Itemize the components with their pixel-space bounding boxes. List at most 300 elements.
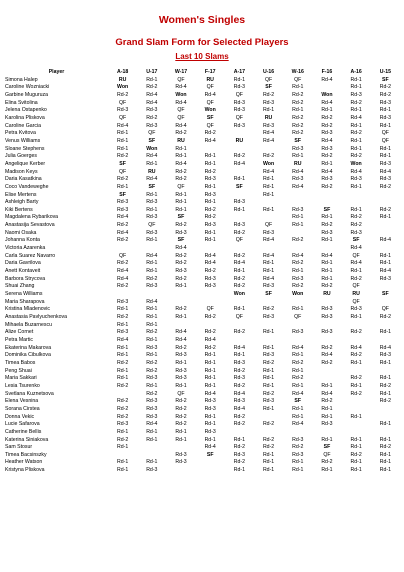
table-row (5, 84, 400, 92)
slam-result: Rd-2 (321, 114, 333, 121)
player-name: Madison Keys (5, 168, 38, 175)
slam-result (371, 222, 400, 230)
player-name: Julia Goerges (5, 153, 38, 160)
slam-result: QF (352, 252, 360, 259)
slam-result: Rd-1 (379, 467, 391, 474)
slam-result: Rd-3 (117, 329, 129, 336)
player-name: Maria Sakkari (5, 375, 37, 382)
slam-result: Rd-3 (204, 428, 216, 435)
slam-result: Rd-1 (204, 160, 216, 167)
slam-result: Rd-1 (350, 444, 362, 451)
slam-result: Rd-2 (204, 344, 216, 351)
slam-result: Rd-2 (262, 436, 275, 443)
slam-result: Rd-1 (204, 367, 216, 374)
slam-result (342, 429, 371, 437)
player-name: Svetlana Kuznetsova (5, 390, 54, 397)
slam-result: Rd-2 (117, 153, 129, 160)
table-row (5, 214, 400, 222)
slam-result: Rd-3 (321, 306, 333, 313)
slam-result: Rd-1 (204, 359, 216, 366)
slam-result: Rd-3 (117, 199, 129, 206)
slam-result: Rd-2 (204, 168, 216, 175)
slam-result: Rd-2 (175, 176, 187, 183)
player-name: Naomi Osaka (5, 229, 37, 236)
slam-result: Rd-2 (292, 359, 304, 366)
slam-result: Rd-2 (350, 214, 362, 221)
slam-result: Rd-1 (379, 436, 391, 443)
table-row (5, 176, 400, 184)
slam-result: Rd-2 (175, 398, 187, 405)
slam-result: SF (206, 451, 214, 458)
slam-result: Rd-3 (175, 229, 187, 236)
slam-result: Rd-4 (350, 260, 362, 267)
slam-result: Rd-4 (292, 183, 304, 190)
slam-result: Rd-2 (117, 413, 129, 420)
slam-result: Rd-3 (350, 91, 362, 98)
slam-result: Rd-1 (204, 352, 216, 359)
slam-result (254, 245, 283, 253)
slam-result: QF (177, 76, 185, 83)
player-name: Kristina Mladenovic (5, 306, 50, 313)
slam-result: Rd-2 (379, 91, 391, 98)
player-name: Anastasija Sevastova (5, 222, 55, 229)
slam-result: Rd-3 (146, 467, 158, 474)
slam-result: Rd-2 (233, 329, 245, 336)
slam-result: SF (148, 183, 156, 190)
slam-result: Rd-1 (146, 428, 158, 435)
slam-result: Rd-1 (379, 390, 391, 397)
slam-result: QF (119, 114, 127, 121)
slam-result (342, 398, 371, 406)
slam-result: Rd-1 (262, 191, 275, 198)
slam-result: RU (235, 137, 244, 144)
table-row (5, 222, 400, 230)
slam-result: Rd-1 (350, 359, 362, 366)
slam-result (312, 368, 341, 376)
slam-result: Rd-1 (379, 260, 391, 267)
slam-result: Won (350, 160, 362, 167)
player-name: Ashleigh Barty (5, 199, 39, 206)
slam-result: Rd-1 (262, 344, 275, 351)
slam-result: Won (204, 107, 216, 114)
slam-result: Rd-2 (350, 99, 362, 106)
slam-result: Rd-1 (146, 260, 158, 267)
table-row (5, 169, 400, 177)
slam-result: Rd-1 (117, 352, 129, 359)
slam-result: Rd-1 (262, 107, 275, 114)
slam-result (312, 375, 341, 383)
slam-result: Rd-3 (204, 222, 216, 229)
slam-result: Rd-1 (292, 84, 304, 91)
player-name: Caroline Wozniacki (5, 84, 50, 91)
slam-result: Rd-3 (204, 283, 216, 290)
slam-result: QF (177, 114, 185, 121)
table-row (5, 123, 400, 131)
slam-result (342, 421, 371, 429)
slam-result: Rd-3 (117, 298, 129, 305)
slam-result: Rd-4 (175, 122, 187, 129)
slam-result: Rd-2 (292, 283, 304, 290)
table-row (5, 146, 400, 154)
slam-result: Won (233, 291, 245, 298)
slam-result (283, 199, 312, 207)
slam-result: Rd-3 (204, 191, 216, 198)
slam-result: Rd-1 (146, 436, 158, 443)
table-row (5, 345, 400, 353)
slam-result: Rd-4 (146, 176, 158, 183)
slam-result: Rd-1 (262, 467, 275, 474)
table-row (5, 352, 400, 360)
slam-result (166, 467, 195, 475)
slam-result: Rd-1 (233, 306, 245, 313)
player-name: Kiki Bertens (5, 206, 33, 213)
slam-result: Rd-3 (204, 176, 216, 183)
slam-result: Rd-3 (233, 375, 245, 382)
slam-result: Rd-4 (350, 114, 362, 121)
slam-result: Rd-4 (175, 329, 187, 336)
slam-result: Rd-1 (292, 413, 304, 420)
slam-result (312, 192, 341, 200)
slam-result: Rd-1 (321, 436, 333, 443)
column-header-slam: A-17 (233, 69, 245, 75)
slam-result: Rd-4 (262, 252, 275, 259)
slam-result: Rd-3 (321, 130, 333, 137)
slam-result: Rd-1 (204, 237, 216, 244)
slam-result: Rd-1 (292, 214, 304, 221)
slam-result: Rd-3 (262, 283, 275, 290)
slam-result: Rd-1 (175, 428, 187, 435)
slam-result: Rd-4 (262, 237, 275, 244)
slam-result: Rd-3 (146, 375, 158, 382)
slam-result (137, 245, 166, 253)
slam-result: Rd-2 (350, 352, 362, 359)
slam-result: Rd-2 (233, 413, 245, 420)
slam-result: Rd-1 (292, 352, 304, 359)
slam-result: Rd-4 (321, 137, 333, 144)
slam-result: Rd-4 (146, 99, 158, 106)
table-row (5, 207, 400, 215)
slam-result: Rd-2 (204, 214, 216, 221)
slam-result: Rd-1 (146, 191, 158, 198)
slam-result (254, 429, 283, 437)
slam-result (312, 245, 341, 253)
slam-result: Rd-1 (146, 382, 158, 389)
slam-result: QF (206, 122, 214, 129)
slam-result: Rd-3 (117, 206, 129, 213)
slam-result: Rd-1 (117, 137, 129, 144)
player-name: Victoria Azarenka (5, 245, 46, 252)
slam-result: Rd-1 (292, 222, 304, 229)
slam-result: Rd-4 (292, 344, 304, 351)
slam-result: SF (265, 84, 272, 91)
slam-result: QF (381, 306, 389, 313)
slam-result: Rd-4 (175, 336, 187, 343)
slam-result: Rd-2 (262, 153, 275, 160)
slam-result: Rd-4 (146, 252, 158, 259)
slam-result: Rd-1 (204, 199, 216, 206)
slam-result: Rd-1 (350, 76, 362, 83)
slam-result: Rd-1 (262, 459, 275, 466)
slam-result: Rd-1 (379, 451, 391, 458)
slam-result: Rd-1 (175, 314, 187, 320)
slam-result: Rd-1 (292, 459, 304, 466)
slam-result: Rd-1 (146, 237, 158, 244)
slam-result: Rd-3 (350, 229, 362, 236)
slam-result: RU (264, 114, 273, 121)
slam-result: Rd-2 (321, 222, 333, 229)
slam-result: Rd-1 (117, 321, 129, 328)
slam-result: QF (235, 114, 243, 121)
slam-result: Rd-4 (233, 405, 245, 412)
slam-result: Rd-2 (321, 344, 333, 351)
table-row (5, 398, 400, 406)
slam-result: Rd-3 (321, 145, 333, 152)
slam-result: Rd-4 (350, 168, 362, 175)
slam-result: Rd-2 (117, 260, 129, 267)
slam-result (137, 444, 166, 452)
slam-result: Rd-1 (146, 306, 158, 313)
slam-result: Rd-1 (379, 153, 391, 160)
slam-result: Rd-3 (146, 229, 158, 236)
slam-result: QF (294, 76, 302, 83)
slam-result: Rd-1 (321, 214, 333, 221)
slam-result: Rd-2 (146, 84, 158, 91)
slam-result: Rd-2 (321, 183, 333, 190)
slam-result (283, 230, 312, 238)
slam-result: Rd-1 (146, 459, 158, 466)
slam-result: Rd-1 (117, 306, 129, 313)
slam-result: Rd-2 (321, 283, 333, 290)
slam-result: Rd-2 (146, 390, 158, 397)
player-name: Mihaela Buzarnescu (5, 321, 53, 328)
slam-result: Rd-2 (117, 405, 129, 412)
slam-result (254, 299, 283, 307)
slam-result: QF (119, 168, 127, 175)
slam-result: Rd-1 (292, 153, 304, 160)
slam-result: Rd-4 (233, 260, 245, 267)
slam-result: Rd-1 (379, 459, 391, 466)
slam-result: Rd-3 (262, 99, 275, 106)
slam-result: Rd-4 (350, 245, 362, 252)
slam-result: Rd-2 (379, 382, 391, 389)
slam-result: Rd-4 (175, 245, 187, 252)
table-row (5, 322, 400, 330)
slam-result: Rd-4 (379, 237, 391, 244)
slam-result (108, 452, 137, 460)
slam-result: Rd-3 (146, 107, 158, 114)
slam-result: Rd-1 (379, 145, 391, 152)
slam-result: Rd-2 (175, 275, 187, 282)
table-row (5, 452, 400, 460)
slam-result: Rd-1 (204, 229, 216, 236)
slam-result: Rd-4 (204, 336, 216, 343)
slam-result: Rd-3 (233, 398, 245, 405)
slam-result: Rd-1 (175, 199, 187, 206)
slam-result (283, 245, 312, 253)
slam-result: Rd-1 (146, 206, 158, 213)
player-name: Katerina Siniakova (5, 436, 49, 443)
slam-result: Rd-1 (175, 436, 187, 443)
slam-result: SF (236, 183, 243, 190)
slam-result: RU (206, 76, 214, 83)
table-row (5, 161, 400, 169)
slam-result: Rd-3 (292, 451, 304, 458)
slam-result: Rd-1 (321, 413, 333, 420)
slam-result: Rd-1 (262, 375, 275, 382)
slam-result: Rd-3 (321, 229, 333, 236)
slam-result: Rd-2 (350, 130, 362, 137)
slam-result: Rd-2 (262, 390, 275, 397)
slam-result (283, 322, 312, 330)
slam-result (283, 337, 312, 345)
slam-result: Rd-2 (233, 382, 245, 389)
slam-result: Rd-1 (175, 191, 187, 198)
column-header-slam: W-17 (174, 69, 188, 75)
slam-result: Rd-2 (292, 260, 304, 267)
table-body (5, 77, 400, 475)
slam-result (108, 245, 137, 253)
slam-result: Rd-2 (175, 306, 187, 313)
slam-result: Rd-3 (146, 214, 158, 221)
slam-result: Rd-4 (233, 344, 245, 351)
slam-result: Rd-1 (233, 467, 245, 474)
slam-result: QF (352, 298, 360, 305)
player-name: Maria Sharapova (5, 298, 45, 305)
slam-result: Rd-2 (146, 275, 158, 282)
column-header-slam: F-17 (204, 69, 216, 75)
slam-result: Rd-4 (204, 91, 216, 98)
slam-result: Rd-2 (379, 183, 391, 190)
slam-result: Rd-1 (379, 107, 391, 114)
slam-result: Rd-4 (117, 268, 129, 275)
slam-result: SF (119, 160, 126, 167)
player-name: Ekaterina Makarova (5, 344, 52, 351)
slam-result (342, 368, 371, 376)
slam-result (371, 429, 400, 437)
slam-result: Rd-1 (350, 467, 362, 474)
slam-result: Rd-1 (117, 130, 129, 137)
slam-result: Rd-3 (233, 451, 245, 458)
slam-result: RU (177, 137, 185, 144)
slam-result: Rd-1 (292, 367, 304, 374)
slam-result: Rd-2 (175, 421, 187, 428)
slam-result: Rd-1 (292, 467, 304, 474)
slam-result: Rd-2 (233, 283, 245, 290)
slam-result: QF (235, 314, 243, 320)
slam-result: Rd-3 (117, 107, 129, 114)
slam-result: Rd-1 (175, 153, 187, 160)
slam-result (108, 291, 137, 299)
slam-result: Rd-2 (379, 398, 391, 405)
slam-result: Rd-1 (175, 283, 187, 290)
player-name: Jelena Ostapenko (5, 107, 47, 114)
slam-result: Rd-4 (117, 336, 129, 343)
slam-result: Rd-1 (379, 214, 391, 221)
slam-result: Rd-3 (321, 314, 333, 320)
slam-result: Rd-1 (117, 145, 129, 152)
slam-result: Rd-1 (146, 160, 158, 167)
slam-result (371, 368, 400, 376)
slam-result: Rd-1 (379, 375, 391, 382)
table-row (5, 100, 400, 108)
slam-result (166, 322, 195, 330)
table-row (5, 253, 400, 261)
slam-result: Rd-1 (117, 459, 129, 466)
slam-result: Rd-2 (233, 459, 245, 466)
slam-result: Rd-1 (117, 467, 129, 474)
slam-result (225, 245, 254, 253)
slam-result: SF (352, 237, 360, 244)
column-header-slam: U-17 (146, 69, 158, 75)
player-name: Kristyna Pliskova (5, 467, 45, 474)
slam-result (196, 146, 225, 154)
slam-result (312, 84, 341, 92)
player-name: Lesia Tsurenko (5, 382, 40, 389)
table-row (5, 375, 400, 383)
slam-result: Rd-3 (321, 421, 333, 428)
slam-result: Rd-2 (292, 444, 304, 451)
slam-result: Rd-4 (321, 352, 333, 359)
slam-result: SF (148, 137, 156, 144)
slam-result: Rd-3 (233, 222, 245, 229)
slam-result (196, 245, 225, 253)
slam-result: Rd-1 (292, 405, 304, 412)
slam-result: Rd-1 (350, 413, 362, 420)
slam-result: Rd-3 (204, 405, 216, 412)
slam-result (312, 429, 341, 437)
slam-result: Rd-2 (204, 130, 216, 137)
slam-result: SF (323, 444, 331, 451)
slam-result: Rd-3 (146, 283, 158, 290)
player-name: Sloane Stephens (5, 145, 45, 152)
table-row (5, 467, 400, 475)
slam-result: Rd-1 (321, 268, 333, 275)
slam-result: Rd-3 (262, 398, 275, 405)
slam-result: Rd-1 (204, 413, 216, 420)
slam-result: Rd-4 (233, 160, 245, 167)
slam-result: SF (294, 137, 302, 144)
slam-result: Rd-1 (350, 107, 362, 114)
slam-result: Rd-2 (350, 390, 362, 397)
slam-result: Rd-4 (379, 168, 391, 175)
table-row (5, 337, 400, 345)
slam-result: Rd-1 (117, 375, 129, 382)
table-row (5, 115, 400, 123)
slam-result: Rd-4 (350, 344, 362, 351)
table-row (5, 414, 400, 422)
table-row (5, 329, 400, 337)
slam-result: Rd-1 (175, 382, 187, 389)
slam-result: Rd-2 (117, 176, 129, 183)
slam-result: QF (177, 390, 185, 397)
slam-result: Rd-1 (321, 275, 333, 282)
slam-result: Rd-2 (350, 153, 362, 160)
slam-result: Rd-4 (117, 275, 129, 282)
slam-result: Rd-3 (233, 107, 245, 114)
slam-result: Rd-4 (175, 99, 187, 106)
slam-result (225, 192, 254, 200)
slam-result: Rd-1 (350, 145, 362, 152)
slam-result: Rd-3 (292, 329, 304, 336)
section-heading: Last 10 Slams (175, 52, 229, 61)
slam-result: Rd-2 (350, 375, 362, 382)
slam-result (371, 322, 400, 330)
slam-result: Rd-1 (350, 436, 362, 443)
slam-result: Rd-4 (321, 168, 333, 175)
table-row (5, 437, 400, 445)
slam-result: QF (177, 107, 185, 114)
slam-result: Rd-3 (175, 352, 187, 359)
